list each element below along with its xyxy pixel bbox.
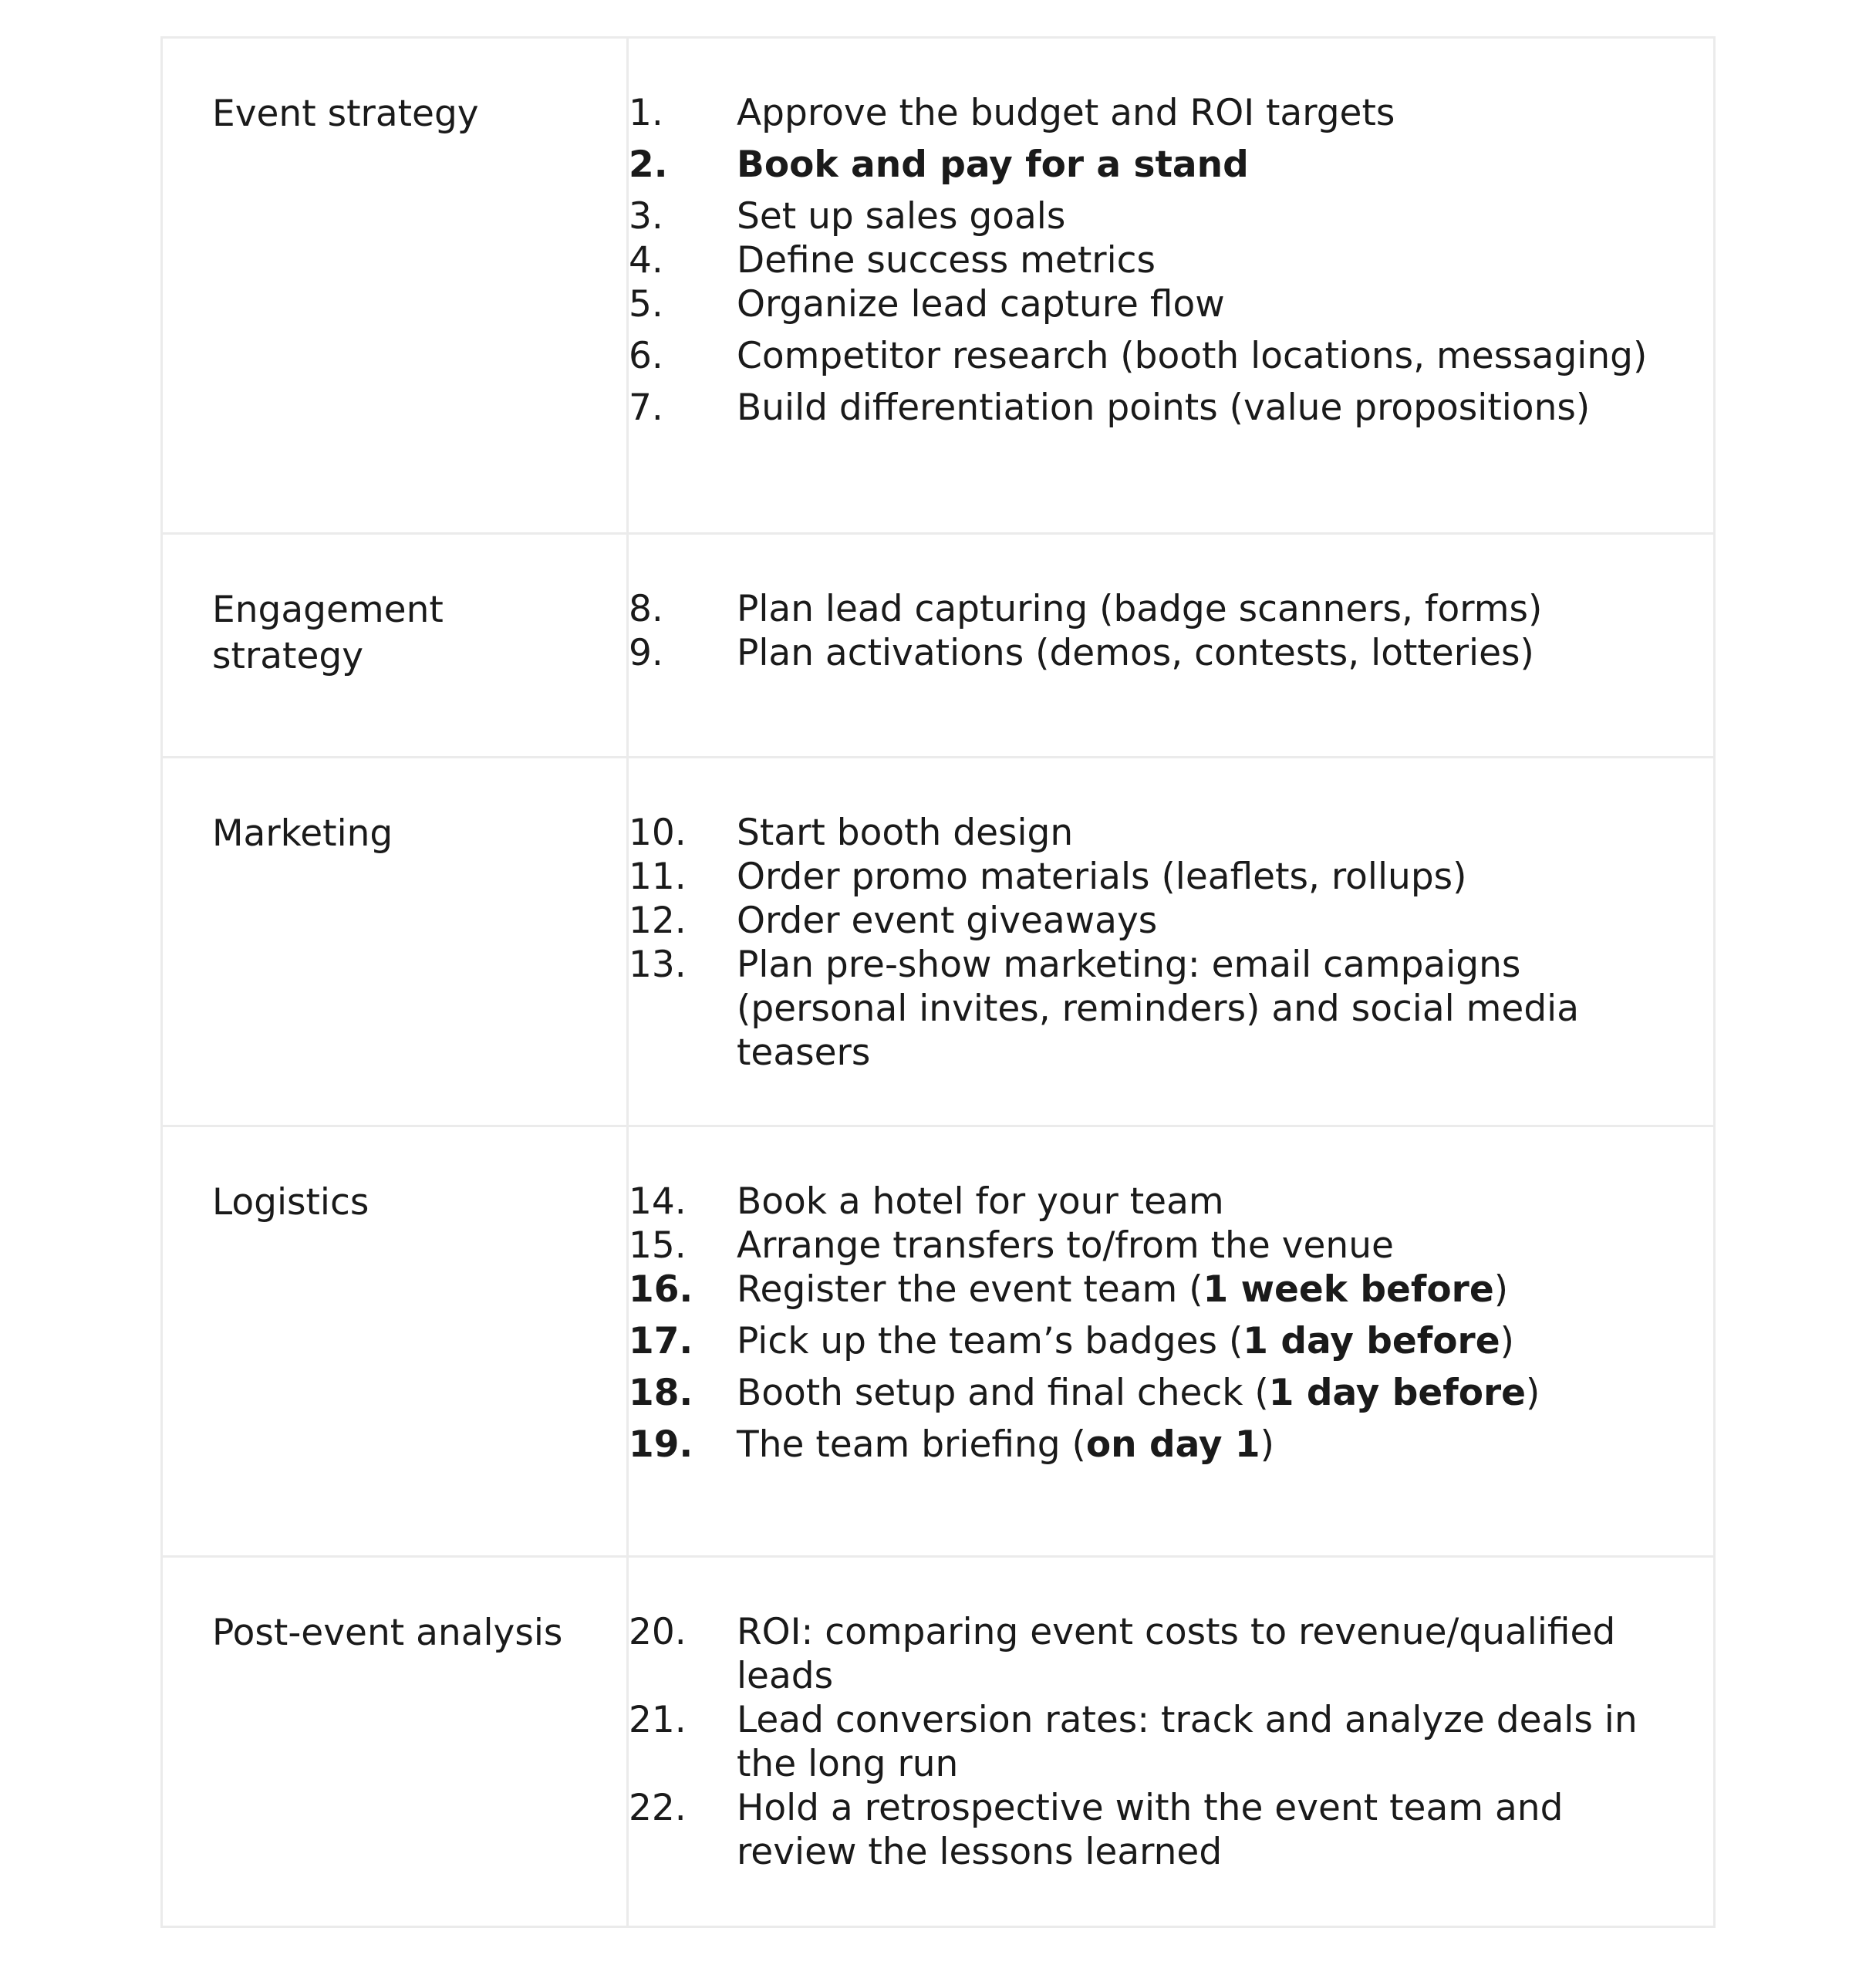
task-list [629, 91, 1682, 430]
task-item [629, 334, 1682, 378]
task-text: Plan pre-show marketing: email campaigns (personal invites, reminders) and social media teasers [737, 944, 1580, 1074]
category-label: Event strategy [212, 93, 479, 135]
task-text: Build differentiation points (value propositions) [737, 387, 1591, 429]
task-list [629, 1180, 1682, 1467]
task-text: Lead conversion rates: track and analyze deals in the long run [737, 1699, 1638, 1785]
tasks-cell [629, 758, 1713, 1125]
table-row [163, 1555, 1713, 1926]
task-item [629, 194, 1682, 238]
task-number: 12. [629, 900, 687, 942]
tasks-cell [629, 1127, 1713, 1555]
task-text: ) [1526, 1372, 1540, 1414]
task-text: Order promo materials (leaflets, rollups) [737, 856, 1467, 898]
task-item [629, 811, 1682, 855]
task-item [629, 1786, 1682, 1874]
task-item [629, 91, 1682, 135]
task-number: 13. [629, 944, 687, 986]
task-text-bold: Book and pay for a stand [737, 143, 1249, 186]
category-label: Post-event analysis [212, 1612, 563, 1654]
task-number: 16. [629, 1268, 693, 1311]
task-list [629, 587, 1682, 675]
task-number: 7. [629, 387, 663, 429]
tasks-cell [629, 39, 1713, 532]
task-number: 6. [629, 335, 663, 377]
task-number: 4. [629, 239, 663, 282]
task-item [629, 1319, 1682, 1363]
task-number: 15. [629, 1224, 687, 1267]
task-item [629, 1423, 1682, 1467]
task-item [629, 899, 1682, 943]
task-text: Start booth design [737, 812, 1074, 854]
table-row [163, 39, 1713, 532]
task-number: 2. [629, 143, 668, 186]
task-item [629, 1698, 1682, 1786]
category-cell [163, 39, 629, 532]
task-number: 3. [629, 195, 663, 238]
category-cell [163, 1558, 629, 1926]
task-text: ) [1500, 1320, 1514, 1362]
task-number: 21. [629, 1699, 687, 1741]
task-text: Set up sales goals [737, 195, 1066, 238]
task-text: The team briefing ( [737, 1423, 1086, 1466]
task-item [629, 587, 1682, 631]
task-number: 1. [629, 92, 663, 134]
category-label: Logistics [212, 1181, 369, 1224]
task-item [629, 282, 1682, 326]
task-text: Booth setup and final check ( [737, 1372, 1269, 1414]
category-label: Marketing [212, 812, 393, 855]
task-item [629, 386, 1682, 430]
task-text: Approve the budget and ROI targets [737, 92, 1395, 134]
task-text: Arrange transfers to/from the venue [737, 1224, 1394, 1267]
task-item [629, 943, 1682, 1075]
task-text-bold: 1 day before [1268, 1372, 1527, 1414]
category-cell [163, 758, 629, 1125]
task-item [629, 631, 1682, 675]
task-text: Register the event team ( [737, 1268, 1203, 1311]
task-text: ) [1493, 1268, 1509, 1311]
task-number: 17. [629, 1320, 693, 1362]
task-item [629, 143, 1682, 187]
table-row [163, 756, 1713, 1125]
task-text: Organize lead capture flow [737, 283, 1225, 326]
task-text: Plan lead capturing (badge scanners, forms) [737, 588, 1543, 630]
checklist-table [160, 36, 1716, 1928]
task-number: 22. [629, 1787, 687, 1829]
task-text: Order event giveaways [737, 900, 1158, 942]
task-text: ROI: comparing event costs to revenue/qualified leads [737, 1611, 1616, 1697]
category-label: Engagement strategy [212, 589, 444, 677]
tasks-cell [629, 535, 1713, 756]
task-list [629, 811, 1682, 1075]
task-item [629, 1224, 1682, 1268]
task-text-bold: 1 day before [1243, 1320, 1500, 1362]
tasks-cell [629, 1558, 1713, 1926]
task-item [629, 1610, 1682, 1698]
task-item [629, 1268, 1682, 1312]
task-number: 20. [629, 1611, 687, 1653]
task-number: 19. [629, 1423, 693, 1466]
category-cell [163, 535, 629, 756]
task-number: 5. [629, 283, 663, 326]
task-item [629, 1371, 1682, 1415]
task-text-bold: on day 1 [1085, 1423, 1260, 1466]
task-number: 18. [629, 1372, 693, 1414]
task-number: 14. [629, 1180, 687, 1223]
task-number: 8. [629, 588, 663, 630]
task-item [629, 855, 1682, 899]
task-number: 10. [629, 812, 687, 854]
task-list [629, 1610, 1682, 1874]
task-text: Competitor research (booth locations, messaging) [737, 335, 1648, 377]
table-row [163, 532, 1713, 756]
category-cell [163, 1127, 629, 1555]
task-number: 9. [629, 632, 663, 674]
task-text: ) [1260, 1423, 1274, 1466]
task-number: 11. [629, 856, 687, 898]
task-item [629, 1180, 1682, 1224]
task-text: Book a hotel for your team [737, 1180, 1224, 1223]
task-text-bold: 1 week before [1203, 1268, 1494, 1311]
task-text: Pick up the team’s badges ( [737, 1320, 1243, 1362]
table-row [163, 1125, 1713, 1555]
task-text: Hold a retrospective with the event team and review the lessons learned [737, 1787, 1564, 1873]
task-text: Plan activations (demos, contests, lotteries) [737, 632, 1534, 674]
task-text: Define success metrics [737, 239, 1156, 282]
task-item [629, 238, 1682, 282]
